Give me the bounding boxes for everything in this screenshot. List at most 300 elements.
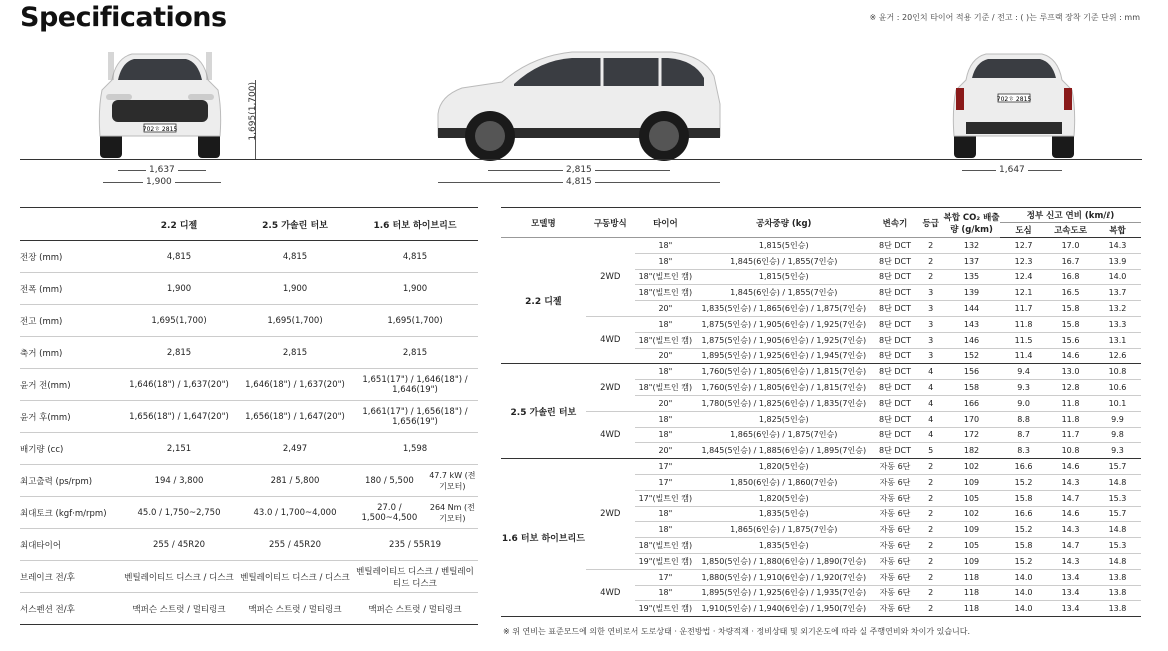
spec-cell-diesel: 4,815 bbox=[120, 241, 238, 273]
width-dimension bbox=[103, 177, 221, 187]
fuel-cell-highway: 11.7 bbox=[1047, 427, 1094, 443]
fuel-cell-weight: 1,880(5인승) / 1,910(6인승) / 1,920(7인승) bbox=[696, 569, 872, 585]
fuel-cell-combined: 13.2 bbox=[1094, 301, 1141, 317]
fuel-row bbox=[501, 569, 1141, 585]
fuel-drive-type: 4WD bbox=[586, 411, 635, 458]
wheelbase-dimension bbox=[488, 165, 670, 175]
fuel-cell-grade: 3 bbox=[918, 316, 942, 332]
fuel-cell-combined: 13.9 bbox=[1094, 253, 1141, 269]
fuel-cell-grade: 2 bbox=[918, 238, 942, 254]
fuel-cell-weight: 1,835(5인승) / 1,865(6인승) / 1,875(7인승) bbox=[696, 301, 872, 317]
fuel-cell-tire: 20" bbox=[635, 348, 696, 364]
spec-cell-diesel: 1,900 bbox=[120, 273, 238, 305]
spec-cell-hybrid-motor: 47.7 kW (전기모터) bbox=[427, 465, 478, 497]
fuel-cell-weight: 1,760(5인승) / 1,805(6인승) / 1,815(7인승) bbox=[696, 364, 872, 380]
fuel-cell-weight: 1,820(5인승) bbox=[696, 459, 872, 475]
fuel-cell-weight: 1,815(5인승) bbox=[696, 269, 872, 285]
spec-cell-diesel: 2,815 bbox=[120, 337, 238, 369]
fuel-cell-highway: 14.3 bbox=[1047, 553, 1094, 569]
spec-cell-gasoline: 1,900 bbox=[238, 273, 352, 305]
fuel-cell-tire: 18" bbox=[635, 253, 696, 269]
fuel-cell-transmission: 8단 DCT bbox=[872, 443, 919, 459]
spec-cell-gasoline: 2,497 bbox=[238, 433, 352, 465]
fuel-cell-co2: 102 bbox=[943, 506, 1000, 522]
fuel-cell-grade: 3 bbox=[918, 301, 942, 317]
spec-header-row bbox=[20, 208, 478, 241]
spec-cell-hybrid: 1,598 bbox=[352, 433, 478, 465]
fuel-drive-type: 2WD bbox=[586, 238, 635, 317]
fuel-cell-weight: 1,820(5인승) bbox=[696, 490, 872, 506]
width-label: 1,900 bbox=[146, 177, 172, 187]
fuel-cell-city: 15.2 bbox=[1000, 553, 1047, 569]
fuel-cell-combined: 15.7 bbox=[1094, 506, 1141, 522]
spec-row bbox=[20, 433, 478, 465]
fuel-cell-weight: 1,850(6인승) / 1,860(7인승) bbox=[696, 474, 872, 490]
fuel-cell-tire: 17" bbox=[635, 569, 696, 585]
fuel-cell-highway: 16.5 bbox=[1047, 285, 1094, 301]
fuel-cell-transmission: 8단 DCT bbox=[872, 348, 919, 364]
fuel-cell-co2: 144 bbox=[943, 301, 1000, 317]
fuel-cell-co2: 139 bbox=[943, 285, 1000, 301]
length-dimension bbox=[438, 177, 720, 187]
fuel-cell-tire: 18"(빌트인 캠) bbox=[635, 538, 696, 554]
fuel-cell-city: 11.4 bbox=[1000, 348, 1047, 364]
fuel-cell-co2: 109 bbox=[943, 474, 1000, 490]
fuel-cell-weight: 1,845(5인승) / 1,885(6인승) / 1,895(7인승) bbox=[696, 443, 872, 459]
fuel-cell-transmission: 8단 DCT bbox=[872, 395, 919, 411]
fuel-cell-transmission: 자동 6단 bbox=[872, 522, 919, 538]
fuel-cell-combined: 15.7 bbox=[1094, 459, 1141, 475]
fuel-cell-co2: 135 bbox=[943, 269, 1000, 285]
spec-cell-hybrid-motor: 264 Nm (전기모터) bbox=[427, 497, 478, 529]
fuel-cell-highway: 14.6 bbox=[1047, 459, 1094, 475]
fuel-cell-highway: 16.7 bbox=[1047, 253, 1094, 269]
fuel-cell-combined: 13.3 bbox=[1094, 316, 1141, 332]
fuel-cell-combined: 14.3 bbox=[1094, 238, 1141, 254]
fuel-cell-combined: 10.8 bbox=[1094, 364, 1141, 380]
fuel-cell-combined: 13.7 bbox=[1094, 285, 1141, 301]
fuel-cell-combined: 12.6 bbox=[1094, 348, 1141, 364]
spec-cell-gasoline: 43.0 / 1,700~4,000 bbox=[238, 497, 352, 529]
fuel-cell-highway: 16.8 bbox=[1047, 269, 1094, 285]
fuel-row bbox=[501, 459, 1141, 475]
fuel-cell-co2: 105 bbox=[943, 490, 1000, 506]
fuel-cell-weight: 1,895(5인승) / 1,925(6인승) / 1,935(7인승) bbox=[696, 585, 872, 601]
spec-cell-diesel: 벤틸레이티드 디스크 / 디스크 bbox=[120, 561, 238, 593]
fuel-cell-transmission: 자동 6단 bbox=[872, 506, 919, 522]
fuel-cell-co2: 182 bbox=[943, 443, 1000, 459]
fuel-cell-grade: 3 bbox=[918, 285, 942, 301]
fuel-cell-transmission: 자동 6단 bbox=[872, 553, 919, 569]
spec-cell-gasoline: 1,656(18") / 1,647(20") bbox=[238, 401, 352, 433]
spec-row-label: 최대토크 (kgf·m/rpm) bbox=[20, 497, 120, 529]
fuel-cell-tire: 18"(빌트인 캠) bbox=[635, 269, 696, 285]
fuel-cell-transmission: 자동 6단 bbox=[872, 538, 919, 554]
fuel-cell-city: 9.0 bbox=[1000, 395, 1047, 411]
fuel-cell-highway: 14.6 bbox=[1047, 348, 1094, 364]
fuel-cell-combined: 9.3 bbox=[1094, 443, 1141, 459]
fuel-cell-city: 16.6 bbox=[1000, 459, 1047, 475]
fuel-cell-tire: 18" bbox=[635, 522, 696, 538]
fuel-cell-grade: 2 bbox=[918, 474, 942, 490]
fuel-header-highway: 고속도로 bbox=[1047, 223, 1094, 238]
fuel-cell-city: 9.3 bbox=[1000, 380, 1047, 396]
fuel-cell-co2: 118 bbox=[943, 601, 1000, 617]
fuel-cell-co2: 156 bbox=[943, 364, 1000, 380]
fuel-cell-highway: 13.4 bbox=[1047, 601, 1094, 617]
fuel-cell-grade: 4 bbox=[918, 395, 942, 411]
fuel-cell-tire: 18" bbox=[635, 411, 696, 427]
fuel-cell-city: 15.2 bbox=[1000, 474, 1047, 490]
spec-row-label: 전장 (mm) bbox=[20, 241, 120, 273]
fuel-cell-highway: 13.4 bbox=[1047, 569, 1094, 585]
spec-row-label: 최대타이어 bbox=[20, 529, 120, 561]
fuel-cell-highway: 14.3 bbox=[1047, 474, 1094, 490]
fuel-cell-weight: 1,815(5인승) bbox=[696, 238, 872, 254]
fuel-cell-combined: 10.6 bbox=[1094, 380, 1141, 396]
fuel-cell-grade: 2 bbox=[918, 553, 942, 569]
spec-cell-diesel: 1,646(18") / 1,637(20") bbox=[120, 369, 238, 401]
spec-cell-hybrid: 벤틸레이티드 디스크 / 벤틸레이티드 디스크 bbox=[352, 561, 478, 593]
fuel-cell-city: 8.3 bbox=[1000, 443, 1047, 459]
spec-cell-hybrid: 4,815 bbox=[352, 241, 478, 273]
fuel-cell-highway: 12.8 bbox=[1047, 380, 1094, 396]
fuel-cell-highway: 15.8 bbox=[1047, 301, 1094, 317]
fuel-cell-combined: 15.3 bbox=[1094, 538, 1141, 554]
fuel-cell-combined: 14.8 bbox=[1094, 474, 1141, 490]
rear-track-label: 1,647 bbox=[999, 165, 1025, 175]
fuel-cell-combined: 10.1 bbox=[1094, 395, 1141, 411]
fuel-cell-highway: 14.3 bbox=[1047, 522, 1094, 538]
fuel-cell-tire: 18" bbox=[635, 585, 696, 601]
fuel-header-city: 도심 bbox=[1000, 223, 1047, 238]
fuel-cell-highway: 14.7 bbox=[1047, 538, 1094, 554]
fuel-cell-city: 14.0 bbox=[1000, 569, 1047, 585]
fuel-cell-weight: 1,760(5인승) / 1,805(6인승) / 1,815(7인승) bbox=[696, 380, 872, 396]
fuel-cell-grade: 2 bbox=[918, 269, 942, 285]
spec-header-blank bbox=[20, 208, 120, 241]
fuel-cell-weight: 1,845(6인승) / 1,855(7인승) bbox=[696, 253, 872, 269]
fuel-cell-combined: 14.8 bbox=[1094, 522, 1141, 538]
spec-cell-hybrid: 235 / 55R19 bbox=[352, 529, 478, 561]
spec-row-label: 서스펜션 전/후 bbox=[20, 593, 120, 625]
spec-row bbox=[20, 337, 478, 369]
fuel-cell-grade: 2 bbox=[918, 490, 942, 506]
fuel-cell-tire: 18" bbox=[635, 506, 696, 522]
spec-cell-hybrid-engine: 180 / 5,500 bbox=[352, 465, 427, 497]
fuel-cell-city: 15.2 bbox=[1000, 522, 1047, 538]
fuel-drive-type: 2WD bbox=[586, 459, 635, 570]
spec-row-label: 윤거 전(mm) bbox=[20, 369, 120, 401]
fuel-cell-grade: 2 bbox=[918, 253, 942, 269]
spec-row bbox=[20, 497, 478, 529]
fuel-drive-type: 2WD bbox=[586, 364, 635, 411]
fuel-cell-tire: 18"(빌트인 캠) bbox=[635, 332, 696, 348]
fuel-cell-combined: 13.8 bbox=[1094, 569, 1141, 585]
fuel-cell-tire: 18" bbox=[635, 238, 696, 254]
fuel-cell-grade: 3 bbox=[918, 348, 942, 364]
fuel-cell-highway: 13.4 bbox=[1047, 585, 1094, 601]
fuel-cell-grade: 2 bbox=[918, 522, 942, 538]
fuel-cell-grade: 3 bbox=[918, 332, 942, 348]
fuel-cell-highway: 11.8 bbox=[1047, 395, 1094, 411]
fuel-cell-transmission: 자동 6단 bbox=[872, 569, 919, 585]
fuel-cell-tire: 20" bbox=[635, 301, 696, 317]
spec-row bbox=[20, 401, 478, 433]
fuel-cell-tire: 17" bbox=[635, 459, 696, 475]
fuel-cell-co2: 152 bbox=[943, 348, 1000, 364]
fuel-header-row-1 bbox=[501, 208, 1141, 223]
spec-cell-gasoline: 4,815 bbox=[238, 241, 352, 273]
fuel-drive-type: 4WD bbox=[586, 316, 635, 363]
fuel-cell-combined: 13.8 bbox=[1094, 601, 1141, 617]
fuel-cell-grade: 2 bbox=[918, 585, 942, 601]
fuel-model-name: 1.6 터보 하이브리드 bbox=[501, 459, 586, 617]
fuel-cell-transmission: 8단 DCT bbox=[872, 411, 919, 427]
spec-cell-diesel: 194 / 3,800 bbox=[120, 465, 238, 497]
spec-row-label: 전폭 (mm) bbox=[20, 273, 120, 305]
length-label: 4,815 bbox=[566, 177, 592, 187]
fuel-cell-tire: 18" bbox=[635, 316, 696, 332]
fuel-cell-highway: 13.0 bbox=[1047, 364, 1094, 380]
fuel-row bbox=[501, 238, 1141, 254]
fuel-cell-weight: 1,835(5인승) bbox=[696, 506, 872, 522]
fuel-cell-transmission: 8단 DCT bbox=[872, 316, 919, 332]
fuel-cell-city: 12.4 bbox=[1000, 269, 1047, 285]
spec-cell-hybrid-engine: 27.0 / 1,500~4,500 bbox=[352, 497, 427, 529]
fuel-cell-city: 11.5 bbox=[1000, 332, 1047, 348]
fuel-model-name: 2.2 디젤 bbox=[501, 238, 586, 364]
rear-track-dimension bbox=[962, 165, 1062, 175]
fuel-header-combined: 복합 bbox=[1094, 223, 1141, 238]
spec-cell-gasoline: 2,815 bbox=[238, 337, 352, 369]
fuel-cell-weight: 1,910(5인승) / 1,940(6인승) / 1,950(7인승) bbox=[696, 601, 872, 617]
spec-row bbox=[20, 593, 478, 625]
svg-text:702ㅎ 2815: 702ㅎ 2815 bbox=[996, 96, 1032, 103]
fuel-cell-combined: 9.9 bbox=[1094, 411, 1141, 427]
fuel-cell-city: 8.7 bbox=[1000, 427, 1047, 443]
spec-header-hybrid: 1.6 터보 하이브리드 bbox=[352, 208, 478, 241]
fuel-cell-transmission: 8단 DCT bbox=[872, 364, 919, 380]
spec-cell-diesel: 45.0 / 1,750~2,750 bbox=[120, 497, 238, 529]
fuel-cell-grade: 4 bbox=[918, 364, 942, 380]
spec-cell-diesel: 맥퍼슨 스트럿 / 멀티링크 bbox=[120, 593, 238, 625]
spec-row bbox=[20, 529, 478, 561]
fuel-cell-co2: 132 bbox=[943, 238, 1000, 254]
fuel-cell-transmission: 자동 6단 bbox=[872, 474, 919, 490]
fuel-cell-highway: 17.0 bbox=[1047, 238, 1094, 254]
fuel-header-grade: 등급 bbox=[918, 208, 942, 238]
fuel-cell-tire: 18"(빌트인 캠) bbox=[635, 380, 696, 396]
fuel-cell-city: 12.3 bbox=[1000, 253, 1047, 269]
fuel-cell-city: 11.7 bbox=[1000, 301, 1047, 317]
height-dimension-label: 1,695(1,700) bbox=[248, 82, 258, 141]
fuel-cell-highway: 14.7 bbox=[1047, 490, 1094, 506]
fuel-model-name: 2.5 가솔린 터보 bbox=[501, 364, 586, 459]
fuel-cell-co2: 166 bbox=[943, 395, 1000, 411]
fuel-cell-city: 9.4 bbox=[1000, 364, 1047, 380]
fuel-header-efficiency: 정부 신고 연비 (km/ℓ) bbox=[1000, 208, 1141, 223]
fuel-cell-city: 14.0 bbox=[1000, 601, 1047, 617]
spec-row bbox=[20, 561, 478, 593]
fuel-cell-tire: 18"(빌트인 캠) bbox=[635, 285, 696, 301]
fuel-cell-transmission: 8단 DCT bbox=[872, 380, 919, 396]
fuel-cell-grade: 4 bbox=[918, 411, 942, 427]
fuel-header-model: 모델명 bbox=[501, 208, 586, 238]
fuel-cell-combined: 14.8 bbox=[1094, 553, 1141, 569]
spec-row bbox=[20, 305, 478, 337]
fuel-cell-tire: 20" bbox=[635, 443, 696, 459]
spec-row-label: 전고 (mm) bbox=[20, 305, 120, 337]
fuel-cell-transmission: 8단 DCT bbox=[872, 427, 919, 443]
fuel-row bbox=[501, 364, 1141, 380]
fuel-cell-weight: 1,780(5인승) / 1,825(6인승) / 1,835(7인승) bbox=[696, 395, 872, 411]
fuel-cell-co2: 109 bbox=[943, 553, 1000, 569]
spec-row bbox=[20, 369, 478, 401]
fuel-cell-grade: 2 bbox=[918, 506, 942, 522]
spec-cell-hybrid: 1,900 bbox=[352, 273, 478, 305]
wheelbase-label: 2,815 bbox=[566, 165, 592, 175]
car-side-view bbox=[432, 44, 724, 162]
fuel-cell-weight: 1,895(5인승) / 1,925(6인승) / 1,945(7인승) bbox=[696, 348, 872, 364]
fuel-cell-grade: 2 bbox=[918, 538, 942, 554]
fuel-cell-transmission: 자동 6단 bbox=[872, 585, 919, 601]
spec-cell-hybrid: 1,695(1,700) bbox=[352, 305, 478, 337]
fuel-cell-grade: 4 bbox=[918, 427, 942, 443]
fuel-cell-city: 16.6 bbox=[1000, 506, 1047, 522]
fuel-cell-grade: 2 bbox=[918, 459, 942, 475]
fuel-cell-tire: 17"(빌트인 캠) bbox=[635, 490, 696, 506]
fuel-cell-co2: 109 bbox=[943, 522, 1000, 538]
fuel-cell-co2: 172 bbox=[943, 427, 1000, 443]
fuel-cell-transmission: 8단 DCT bbox=[872, 332, 919, 348]
spec-cell-hybrid: 맥퍼슨 스트럿 / 멀티링크 bbox=[352, 593, 478, 625]
fuel-cell-transmission: 8단 DCT bbox=[872, 238, 919, 254]
fuel-cell-co2: 102 bbox=[943, 459, 1000, 475]
fuel-cell-grade: 4 bbox=[918, 380, 942, 396]
car-rear-view bbox=[946, 50, 1082, 160]
footnote: ※ 위 연비는 표준모드에 의한 연비로서 도로상태 · 운전방법 · 차량적재 · 정비상태 및 외기온도에 따라 실 주행연비와 차이가 있습니다. bbox=[503, 627, 971, 636]
spec-cell-diesel: 2,151 bbox=[120, 433, 238, 465]
fuel-row bbox=[501, 411, 1141, 427]
fuel-cell-weight: 1,875(5인승) / 1,905(6인승) / 1,925(7인승) bbox=[696, 332, 872, 348]
fuel-header-weight: 공차중량 (kg) bbox=[696, 208, 872, 238]
fuel-cell-tire: 20" bbox=[635, 395, 696, 411]
fuel-drive-type: 4WD bbox=[586, 569, 635, 616]
fuel-efficiency-table bbox=[501, 207, 1141, 617]
fuel-cell-city: 15.8 bbox=[1000, 538, 1047, 554]
spec-table bbox=[20, 207, 478, 625]
fuel-cell-co2: 146 bbox=[943, 332, 1000, 348]
svg-text:702ㅎ 2815: 702ㅎ 2815 bbox=[142, 126, 178, 133]
spec-cell-gasoline: 255 / 45R20 bbox=[238, 529, 352, 561]
fuel-cell-grade: 5 bbox=[918, 443, 942, 459]
fuel-row bbox=[501, 316, 1141, 332]
fuel-cell-co2: 105 bbox=[943, 538, 1000, 554]
fuel-cell-weight: 1,825(5인승) bbox=[696, 411, 872, 427]
fuel-cell-transmission: 8단 DCT bbox=[872, 269, 919, 285]
spec-cell-hybrid: 1,651(17") / 1,646(18") / 1,646(19") bbox=[352, 369, 478, 401]
fuel-cell-transmission: 8단 DCT bbox=[872, 285, 919, 301]
spec-cell-gasoline: 281 / 5,800 bbox=[238, 465, 352, 497]
fuel-header-transmission: 변속기 bbox=[872, 208, 919, 238]
fuel-cell-weight: 1,875(5인승) / 1,905(6인승) / 1,925(7인승) bbox=[696, 316, 872, 332]
fuel-cell-weight: 1,850(5인승) / 1,880(6인승) / 1,890(7인승) bbox=[696, 553, 872, 569]
ground-line bbox=[20, 159, 1142, 160]
fuel-cell-combined: 9.8 bbox=[1094, 427, 1141, 443]
fuel-cell-highway: 14.6 bbox=[1047, 506, 1094, 522]
fuel-cell-co2: 118 bbox=[943, 569, 1000, 585]
spec-cell-diesel: 255 / 45R20 bbox=[120, 529, 238, 561]
spec-header-gasoline: 2.5 가솔린 터보 bbox=[238, 208, 352, 241]
page-title: Specifications bbox=[20, 2, 227, 33]
fuel-cell-transmission: 자동 6단 bbox=[872, 601, 919, 617]
fuel-cell-tire: 17" bbox=[635, 474, 696, 490]
fuel-cell-tire: 18" bbox=[635, 364, 696, 380]
fuel-cell-city: 15.8 bbox=[1000, 490, 1047, 506]
fuel-cell-co2: 137 bbox=[943, 253, 1000, 269]
spec-cell-hybrid: 2,815 bbox=[352, 337, 478, 369]
fuel-cell-co2: 143 bbox=[943, 316, 1000, 332]
fuel-cell-city: 12.1 bbox=[1000, 285, 1047, 301]
fuel-cell-combined: 13.8 bbox=[1094, 585, 1141, 601]
fuel-cell-city: 12.7 bbox=[1000, 238, 1047, 254]
fuel-cell-weight: 1,865(6인승) / 1,875(7인승) bbox=[696, 427, 872, 443]
spec-row-label: 브레이크 전/후 bbox=[20, 561, 120, 593]
spec-cell-diesel: 1,695(1,700) bbox=[120, 305, 238, 337]
fuel-cell-tire: 19"(빌트인 캠) bbox=[635, 601, 696, 617]
fuel-header-tire: 타이어 bbox=[635, 208, 696, 238]
spec-row-label: 축거 (mm) bbox=[20, 337, 120, 369]
fuel-cell-co2: 170 bbox=[943, 411, 1000, 427]
fuel-cell-co2: 118 bbox=[943, 585, 1000, 601]
fuel-cell-transmission: 8단 DCT bbox=[872, 253, 919, 269]
spec-row bbox=[20, 465, 478, 497]
car-front-view bbox=[92, 50, 228, 160]
fuel-cell-grade: 2 bbox=[918, 601, 942, 617]
fuel-cell-combined: 14.0 bbox=[1094, 269, 1141, 285]
fuel-cell-grade: 2 bbox=[918, 569, 942, 585]
front-track-dimension bbox=[118, 165, 206, 175]
fuel-cell-highway: 11.8 bbox=[1047, 411, 1094, 427]
fuel-header-drive: 구동방식 bbox=[586, 208, 635, 238]
fuel-cell-tire: 18" bbox=[635, 427, 696, 443]
fuel-cell-weight: 1,835(5인승) bbox=[696, 538, 872, 554]
spec-row-label: 윤거 후(mm) bbox=[20, 401, 120, 433]
spec-row bbox=[20, 273, 478, 305]
fuel-cell-transmission: 자동 6단 bbox=[872, 459, 919, 475]
fuel-cell-combined: 15.3 bbox=[1094, 490, 1141, 506]
unit-note: ※ 윤거 : 20인치 타이어 적용 기준 / 전고 : ( )는 루프랙 장착 기준 단위 : mm bbox=[869, 13, 1140, 22]
fuel-cell-transmission: 자동 6단 bbox=[872, 490, 919, 506]
fuel-cell-city: 8.8 bbox=[1000, 411, 1047, 427]
front-track-label: 1,637 bbox=[149, 165, 175, 175]
spec-row-label: 배기량 (cc) bbox=[20, 433, 120, 465]
fuel-cell-weight: 1,865(6인승) / 1,875(7인승) bbox=[696, 522, 872, 538]
spec-row bbox=[20, 241, 478, 273]
spec-cell-gasoline: 1,695(1,700) bbox=[238, 305, 352, 337]
fuel-cell-weight: 1,845(6인승) / 1,855(7인승) bbox=[696, 285, 872, 301]
spec-cell-hybrid: 1,661(17") / 1,656(18") / 1,656(19") bbox=[352, 401, 478, 433]
spec-header-diesel: 2.2 디젤 bbox=[120, 208, 238, 241]
spec-cell-gasoline: 벤틸레이티드 디스크 / 디스크 bbox=[238, 561, 352, 593]
fuel-cell-highway: 15.8 bbox=[1047, 316, 1094, 332]
spec-cell-diesel: 1,656(18") / 1,647(20") bbox=[120, 401, 238, 433]
spec-cell-gasoline: 맥퍼슨 스트럿 / 멀티링크 bbox=[238, 593, 352, 625]
spec-cell-gasoline: 1,646(18") / 1,637(20") bbox=[238, 369, 352, 401]
fuel-cell-highway: 15.6 bbox=[1047, 332, 1094, 348]
fuel-cell-co2: 158 bbox=[943, 380, 1000, 396]
